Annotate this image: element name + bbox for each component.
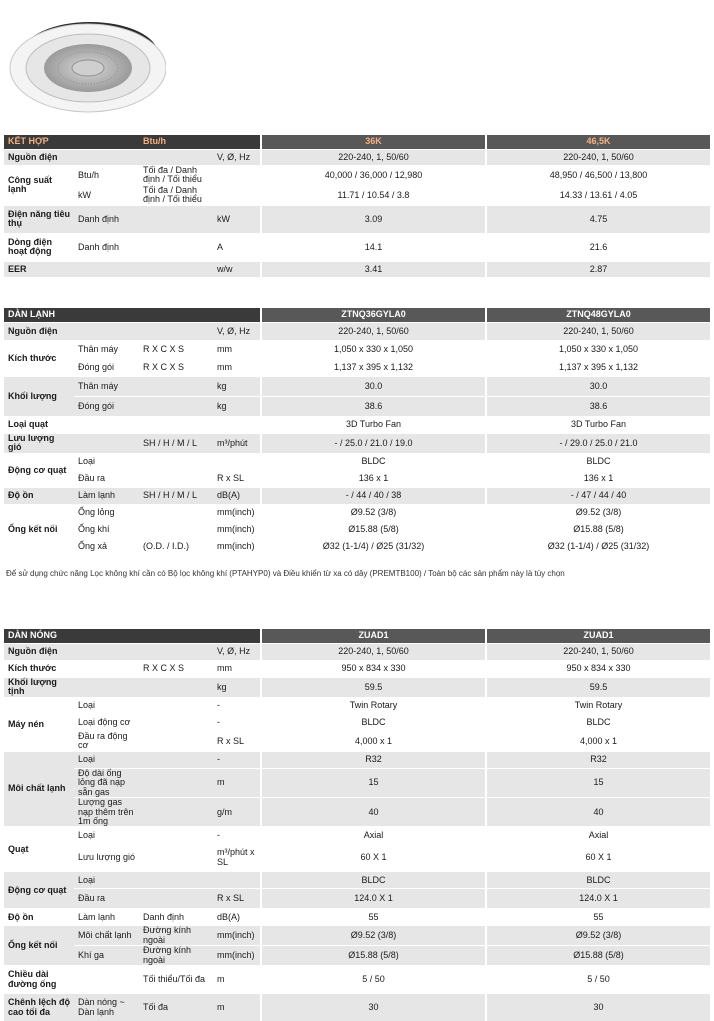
row-label: Chiều dài đường ống bbox=[4, 965, 74, 993]
value-cell: 3D Turbo Fan bbox=[485, 416, 710, 433]
row-sublabel bbox=[74, 261, 139, 277]
row-sublabel: Ống xả bbox=[74, 538, 139, 555]
row-unit: kg bbox=[213, 396, 260, 416]
row-sublabel: Làm lạnh bbox=[74, 487, 139, 504]
row-sublabel: Môi chất lạnh bbox=[74, 925, 139, 945]
table-row bbox=[4, 233, 710, 261]
value-cell: 15 bbox=[260, 768, 485, 797]
table-row bbox=[4, 322, 710, 340]
value-cell: 220-240, 1, 50/60 bbox=[485, 643, 710, 660]
product-image bbox=[6, 10, 166, 122]
value-cell: 5 / 50 bbox=[485, 965, 710, 993]
row-label: Động cơ quạt bbox=[4, 871, 74, 908]
table-row bbox=[4, 487, 710, 504]
row-sublabel: Dàn nóng ~ Dàn lạnh bbox=[74, 993, 139, 1021]
row-sublabel: Thân máy bbox=[74, 376, 139, 396]
value-cell: BLDC bbox=[485, 871, 710, 888]
row-unit: kg bbox=[213, 376, 260, 396]
table-row bbox=[4, 643, 710, 660]
row-unit: - bbox=[213, 714, 260, 731]
row-sublabel: Đầu ra bbox=[74, 888, 139, 908]
row-label: Môi chất lạnh bbox=[4, 751, 74, 827]
table-row bbox=[4, 677, 710, 697]
row-label: Chênh lệch độ cao tối đa bbox=[4, 993, 74, 1021]
row-unit bbox=[213, 165, 260, 185]
row-label: Công suất lạnh bbox=[4, 165, 74, 205]
value-cell: 124.0 X 1 bbox=[260, 888, 485, 908]
value-cell: 220-240, 1, 50/60 bbox=[485, 149, 710, 165]
table-row bbox=[4, 888, 710, 908]
row-label: Máy nén bbox=[4, 697, 74, 751]
spec-table bbox=[4, 135, 710, 277]
row-label: Động cơ quạt bbox=[4, 453, 74, 487]
value-cell: 220-240, 1, 50/60 bbox=[260, 149, 485, 165]
value-cell: Ø32 (1-1/4) / Ø25 (31/32) bbox=[485, 538, 710, 555]
row-unit: mm bbox=[213, 660, 260, 677]
value-cell: 30 bbox=[485, 993, 710, 1021]
row-sublabel: Loại động cơ bbox=[74, 714, 139, 731]
table-row bbox=[4, 416, 710, 433]
value-cell: 220-240, 1, 50/60 bbox=[485, 322, 710, 340]
row-condition: SH / H / M / L bbox=[139, 433, 213, 453]
row-condition: R X C X S bbox=[139, 340, 213, 358]
value-cell: 1,137 x 395 x 1,132 bbox=[260, 358, 485, 376]
value-cell: 950 x 834 x 330 bbox=[260, 660, 485, 677]
value-cell: - / 25.0 / 21.0 / 19.0 bbox=[260, 433, 485, 453]
value-cell: Ø32 (1-1/4) / Ø25 (31/32) bbox=[260, 538, 485, 555]
model-header: 36K bbox=[260, 135, 485, 149]
value-cell: - / 44 / 40 / 38 bbox=[260, 487, 485, 504]
model-header: ZTNQ36GYLA0 bbox=[260, 308, 485, 322]
row-label: Quạt bbox=[4, 826, 74, 871]
value-cell: 14.33 / 13.61 / 4.05 bbox=[485, 185, 710, 205]
value-cell: Twin Rotary bbox=[260, 697, 485, 714]
row-label: Kích thước bbox=[4, 340, 74, 376]
row-condition: R X C X S bbox=[139, 660, 213, 677]
row-sublabel bbox=[74, 416, 139, 433]
row-label: Độ ồn bbox=[4, 487, 74, 504]
row-sublabel bbox=[74, 677, 139, 697]
table-row bbox=[4, 714, 710, 731]
unit-header bbox=[139, 308, 260, 322]
row-sublabel bbox=[74, 643, 139, 660]
row-label: Ống kết nối bbox=[4, 925, 74, 965]
table-row bbox=[4, 340, 710, 358]
table-row bbox=[4, 396, 710, 416]
value-cell: 59.5 bbox=[260, 677, 485, 697]
row-sublabel: Làm lạnh bbox=[74, 908, 139, 925]
value-cell: Ø9.52 (3/8) bbox=[260, 504, 485, 521]
row-unit: mm(inch) bbox=[213, 521, 260, 538]
value-cell: - / 29.0 / 25.0 / 21.0 bbox=[485, 433, 710, 453]
table-row bbox=[4, 470, 710, 487]
table-row bbox=[4, 965, 710, 993]
row-condition: Tối đa / Danh định / Tối thiểu bbox=[139, 165, 213, 185]
row-unit: dB(A) bbox=[213, 487, 260, 504]
row-sublabel: Loại bbox=[74, 697, 139, 714]
table-row bbox=[4, 453, 710, 470]
row-label: Lưu lượng gió bbox=[4, 433, 74, 453]
unit-header bbox=[139, 629, 260, 643]
row-sublabel: Loại bbox=[74, 871, 139, 888]
row-sublabel: kW bbox=[74, 185, 139, 205]
row-condition bbox=[139, 504, 213, 521]
row-sublabel: Khí ga bbox=[74, 945, 139, 965]
table-row bbox=[4, 751, 710, 768]
row-unit: m³/phút bbox=[213, 433, 260, 453]
value-cell: Ø9.52 (3/8) bbox=[485, 925, 710, 945]
row-condition: Đường kính ngoài bbox=[139, 945, 213, 965]
row-sublabel: Ống lỏng bbox=[74, 504, 139, 521]
row-sublabel: Lưu lượng gió bbox=[74, 843, 139, 871]
row-condition bbox=[139, 871, 213, 888]
row-label: Kích thước bbox=[4, 660, 74, 677]
row-unit: kg bbox=[213, 677, 260, 697]
row-unit: V, Ø, Hz bbox=[213, 322, 260, 340]
value-cell: BLDC bbox=[260, 871, 485, 888]
row-unit: mm(inch) bbox=[213, 925, 260, 945]
value-cell: Twin Rotary bbox=[485, 697, 710, 714]
row-sublabel: Thân máy bbox=[74, 340, 139, 358]
row-unit: mm(inch) bbox=[213, 945, 260, 965]
table-row bbox=[4, 826, 710, 843]
value-cell: 2.87 bbox=[485, 261, 710, 277]
value-cell: 40 bbox=[485, 797, 710, 826]
value-cell: BLDC bbox=[485, 453, 710, 470]
value-cell: 30.0 bbox=[485, 376, 710, 396]
table-row bbox=[4, 376, 710, 396]
row-unit: - bbox=[213, 697, 260, 714]
row-unit: R x SL bbox=[213, 888, 260, 908]
row-sublabel: Ống khí bbox=[74, 521, 139, 538]
row-label: EER bbox=[4, 261, 74, 277]
table-row bbox=[4, 149, 710, 165]
value-cell: 59.5 bbox=[485, 677, 710, 697]
row-unit: V, Ø, Hz bbox=[213, 149, 260, 165]
table-row bbox=[4, 358, 710, 376]
value-cell: Ø15.88 (5/8) bbox=[485, 521, 710, 538]
row-unit: mm(inch) bbox=[213, 538, 260, 555]
value-cell: 1,050 x 330 x 1,050 bbox=[485, 340, 710, 358]
row-unit: V, Ø, Hz bbox=[213, 643, 260, 660]
value-cell: 21.6 bbox=[485, 233, 710, 261]
row-condition: Tối thiểu/Tối đa bbox=[139, 965, 213, 993]
row-sublabel: Loại bbox=[74, 826, 139, 843]
row-unit: - bbox=[213, 826, 260, 843]
table-row bbox=[4, 165, 710, 185]
footnote: Để sử dụng chức năng Lọc không khí cần có Bộ lọc không khí (PTAHYP0) và Điều khiển từ xa có dây (PREMTB100) / Toàn bộ các sản phẩm này là tùy chọn bbox=[6, 569, 565, 578]
value-cell: 1,137 x 395 x 1,132 bbox=[485, 358, 710, 376]
row-sublabel bbox=[74, 149, 139, 165]
row-label: Khối lượng bbox=[4, 376, 74, 416]
row-unit: mm bbox=[213, 358, 260, 376]
value-cell: 1,050 x 330 x 1,050 bbox=[260, 340, 485, 358]
row-condition bbox=[139, 697, 213, 714]
model-header: ZTNQ48GYLA0 bbox=[485, 308, 710, 322]
table-row bbox=[4, 925, 710, 945]
row-unit: kW bbox=[213, 205, 260, 233]
value-cell: 55 bbox=[485, 908, 710, 925]
value-cell: R32 bbox=[485, 751, 710, 768]
value-cell: 11.71 / 10.54 / 3.8 bbox=[260, 185, 485, 205]
row-condition: Đường kính ngoài bbox=[139, 925, 213, 945]
row-sublabel: Lượng gas nạp thêm trên 1m ống bbox=[74, 797, 139, 826]
row-unit: R x SL bbox=[213, 470, 260, 487]
row-label: Nguồn điện bbox=[4, 322, 74, 340]
row-sublabel: Loại bbox=[74, 751, 139, 768]
table-title: DÀN NÓNG bbox=[4, 629, 139, 643]
row-unit bbox=[213, 871, 260, 888]
row-condition bbox=[139, 677, 213, 697]
table-row bbox=[4, 521, 710, 538]
row-condition bbox=[139, 322, 213, 340]
table-title: KẾT HỢP bbox=[4, 135, 139, 149]
value-cell: BLDC bbox=[260, 453, 485, 470]
value-cell: - / 47 / 44 / 40 bbox=[485, 487, 710, 504]
row-sublabel: Btu/h bbox=[74, 165, 139, 185]
value-cell: 15 bbox=[485, 768, 710, 797]
table-row bbox=[4, 768, 710, 797]
row-condition bbox=[139, 643, 213, 660]
model-header: ZUAD1 bbox=[260, 629, 485, 643]
row-condition bbox=[139, 261, 213, 277]
row-unit: w/w bbox=[213, 261, 260, 277]
row-condition bbox=[139, 416, 213, 433]
value-cell: 950 x 834 x 330 bbox=[485, 660, 710, 677]
model-header: ZUAD1 bbox=[485, 629, 710, 643]
row-label: Ống kết nối bbox=[4, 504, 74, 555]
table-row bbox=[4, 261, 710, 277]
row-sublabel bbox=[74, 433, 139, 453]
row-unit bbox=[213, 185, 260, 205]
table-row bbox=[4, 797, 710, 826]
row-sublabel: Đầu ra động cơ bbox=[74, 731, 139, 751]
row-sublabel: Loại bbox=[74, 453, 139, 470]
row-condition bbox=[139, 768, 213, 797]
row-label: Nguồn điện bbox=[4, 149, 74, 165]
row-unit: - bbox=[213, 751, 260, 768]
row-sublabel: Đóng gói bbox=[74, 358, 139, 376]
value-cell: 40 bbox=[260, 797, 485, 826]
row-condition: Danh định bbox=[139, 908, 213, 925]
value-cell: 48,950 / 46,500 / 13,800 bbox=[485, 165, 710, 185]
value-cell: 220-240, 1, 50/60 bbox=[260, 643, 485, 660]
value-cell: 124.0 X 1 bbox=[485, 888, 710, 908]
row-unit bbox=[213, 453, 260, 470]
value-cell: 14.1 bbox=[260, 233, 485, 261]
row-label: Dòng điện hoạt động bbox=[4, 233, 74, 261]
row-unit: R x SL bbox=[213, 731, 260, 751]
row-condition bbox=[139, 714, 213, 731]
row-condition: R X C X S bbox=[139, 358, 213, 376]
value-cell: BLDC bbox=[485, 714, 710, 731]
table-row bbox=[4, 843, 710, 871]
row-condition bbox=[139, 205, 213, 233]
table-row bbox=[4, 908, 710, 925]
value-cell: 220-240, 1, 50/60 bbox=[260, 322, 485, 340]
row-unit: mm bbox=[213, 340, 260, 358]
table-row bbox=[4, 538, 710, 555]
row-condition bbox=[139, 731, 213, 751]
row-unit: A bbox=[213, 233, 260, 261]
value-cell: R32 bbox=[260, 751, 485, 768]
row-condition bbox=[139, 843, 213, 871]
row-condition: Tối đa bbox=[139, 993, 213, 1021]
model-header: 46,5K bbox=[485, 135, 710, 149]
value-cell: 30.0 bbox=[260, 376, 485, 396]
value-cell: Ø9.52 (3/8) bbox=[485, 504, 710, 521]
table-row bbox=[4, 731, 710, 751]
row-condition bbox=[139, 376, 213, 396]
row-unit bbox=[213, 416, 260, 433]
row-condition bbox=[139, 888, 213, 908]
row-label: Khối lượng tịnh bbox=[4, 677, 74, 697]
row-label: Nguồn điện bbox=[4, 643, 74, 660]
row-unit: m bbox=[213, 768, 260, 797]
row-condition bbox=[139, 797, 213, 826]
table-row bbox=[4, 697, 710, 714]
row-condition bbox=[139, 470, 213, 487]
table-row bbox=[4, 871, 710, 888]
value-cell: 3.09 bbox=[260, 205, 485, 233]
value-cell: Ø15.88 (5/8) bbox=[260, 521, 485, 538]
row-condition bbox=[139, 233, 213, 261]
spec-table bbox=[4, 629, 710, 1021]
unit-header: Btu/h bbox=[139, 135, 260, 149]
row-condition: SH / H / M / L bbox=[139, 487, 213, 504]
value-cell: 40,000 / 36,000 / 12,980 bbox=[260, 165, 485, 185]
row-condition: Tối đa / Danh định / Tối thiểu bbox=[139, 185, 213, 205]
table-title: DÀN LẠNH bbox=[4, 308, 139, 322]
value-cell: 3D Turbo Fan bbox=[260, 416, 485, 433]
value-cell: 3.41 bbox=[260, 261, 485, 277]
row-sublabel: Danh định bbox=[74, 233, 139, 261]
row-condition: (O.D. / I.D.) bbox=[139, 538, 213, 555]
row-sublabel: Danh định bbox=[74, 205, 139, 233]
row-sublabel: Độ dài ống lỏng đã nạp sẵn gas bbox=[74, 768, 139, 797]
table-row bbox=[4, 660, 710, 677]
value-cell: Ø9.52 (3/8) bbox=[260, 925, 485, 945]
row-unit: m bbox=[213, 965, 260, 993]
value-cell: 38.6 bbox=[260, 396, 485, 416]
table-row bbox=[4, 993, 710, 1021]
value-cell: 5 / 50 bbox=[260, 965, 485, 993]
row-sublabel bbox=[74, 660, 139, 677]
value-cell: 136 x 1 bbox=[485, 470, 710, 487]
value-cell: 55 bbox=[260, 908, 485, 925]
row-sublabel bbox=[74, 322, 139, 340]
table-row bbox=[4, 504, 710, 521]
row-condition bbox=[139, 826, 213, 843]
row-condition bbox=[139, 751, 213, 768]
value-cell: 38.6 bbox=[485, 396, 710, 416]
row-unit: mm(inch) bbox=[213, 504, 260, 521]
spec-table bbox=[4, 308, 710, 555]
value-cell: 4,000 x 1 bbox=[260, 731, 485, 751]
row-label: Loại quạt bbox=[4, 416, 74, 433]
row-label: Điện năng tiêu thụ bbox=[4, 205, 74, 233]
value-cell: 60 X 1 bbox=[485, 843, 710, 871]
row-unit: g/m bbox=[213, 797, 260, 826]
row-sublabel: Đầu ra bbox=[74, 470, 139, 487]
row-unit: m³/phút x SL bbox=[213, 843, 260, 871]
table-row bbox=[4, 185, 710, 205]
value-cell: 60 X 1 bbox=[260, 843, 485, 871]
value-cell: 136 x 1 bbox=[260, 470, 485, 487]
value-cell: BLDC bbox=[260, 714, 485, 731]
row-sublabel: Đóng gói bbox=[74, 396, 139, 416]
row-condition bbox=[139, 453, 213, 470]
table-row bbox=[4, 205, 710, 233]
row-sublabel bbox=[74, 965, 139, 993]
value-cell: 4,000 x 1 bbox=[485, 731, 710, 751]
table-row bbox=[4, 433, 710, 453]
row-unit: m bbox=[213, 993, 260, 1021]
row-label: Độ ồn bbox=[4, 908, 74, 925]
value-cell: 4.75 bbox=[485, 205, 710, 233]
value-cell: Axial bbox=[485, 826, 710, 843]
value-cell: 30 bbox=[260, 993, 485, 1021]
row-condition bbox=[139, 521, 213, 538]
table-row bbox=[4, 945, 710, 965]
value-cell: Ø15.88 (5/8) bbox=[485, 945, 710, 965]
value-cell: Ø15.88 (5/8) bbox=[260, 945, 485, 965]
row-condition bbox=[139, 396, 213, 416]
row-condition bbox=[139, 149, 213, 165]
row-unit: dB(A) bbox=[213, 908, 260, 925]
value-cell: Axial bbox=[260, 826, 485, 843]
